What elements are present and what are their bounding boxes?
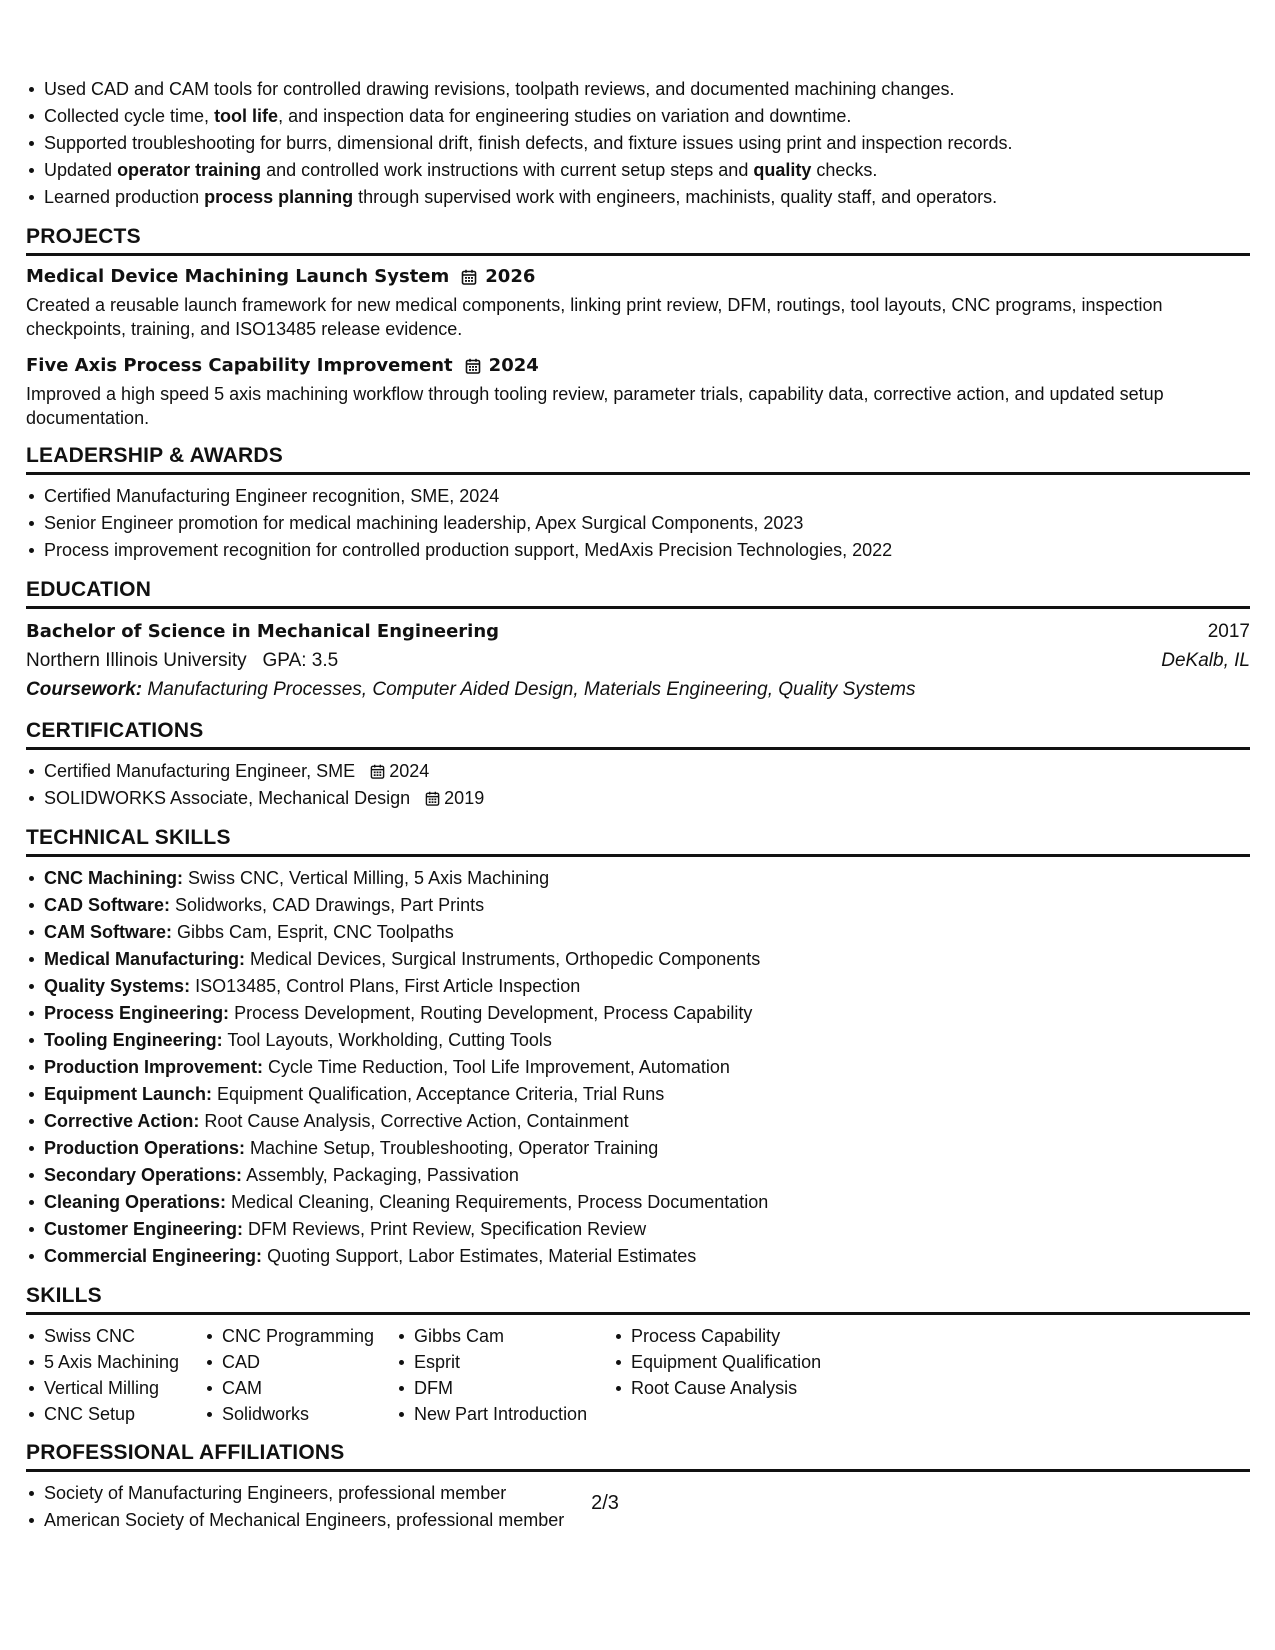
certification-item (26, 758, 1250, 785)
certification-year: 2024 (389, 761, 430, 781)
affiliations-section (26, 1439, 1250, 1534)
project-title: Five Axis Process Capability Improvement (26, 355, 453, 376)
skills-column (204, 1323, 396, 1427)
award-item: Senior Engineer promotion for medical machining leadership, Apex Surgical Components, 2023 (26, 510, 1250, 537)
technical-skill-item: Secondary Operations: Assembly, Packaging, Passivation (26, 1162, 1250, 1189)
technical-skill-item: CNC Machining: Swiss CNC, Vertical Milling, 5 Axis Machining (26, 865, 1250, 892)
coursework (26, 675, 1250, 705)
technical-skill-item: Production Operations: Machine Setup, Troubleshooting, Operator Training (26, 1135, 1250, 1162)
project-item (26, 264, 1250, 341)
certifications-section (26, 717, 1250, 812)
certification-year: 2019 (444, 788, 485, 808)
certification-name: SOLIDWORKS Associate, Mechanical Design (44, 788, 411, 808)
project-description: Improved a high speed 5 axis machining workflow through tooling review, parameter trials, capability data, corrective action, and updated setup documentation. (26, 384, 1164, 428)
skill-item: CNC Setup (26, 1401, 204, 1427)
skill-item: Equipment Qualification (613, 1349, 913, 1375)
skill-item: Swiss CNC (26, 1323, 204, 1349)
certification-name: Certified Manufacturing Engineer, SME (44, 761, 356, 781)
skill-item: CAD (204, 1349, 396, 1375)
skill-item: Esprit (396, 1349, 613, 1375)
technical-skill-item: Corrective Action: Root Cause Analysis, Corrective Action, Containment (26, 1108, 1250, 1135)
skill-item: Gibbs Cam (396, 1323, 613, 1349)
experience-bullet: Used CAD and CAM tools for controlled drawing revisions, toolpath reviews, and documented machining changes. (26, 76, 1250, 103)
skills-section (26, 1282, 1250, 1427)
technical-skill-item: Quality Systems: ISO13485, Control Plans, First Article Inspection (26, 973, 1250, 1000)
leadership-section (26, 442, 1250, 564)
skills-column (613, 1323, 913, 1427)
technical-skill-item: Cleaning Operations: Medical Cleaning, Cleaning Requirements, Process Documentation (26, 1189, 1250, 1216)
school-location: DeKalb, IL (1161, 650, 1250, 671)
skill-item: Vertical Milling (26, 1375, 204, 1401)
experience-bullet: Learned production process planning through supervised work with engineers, machinists, quality staff, and operators. (26, 184, 1250, 211)
experience-bullets (26, 76, 1250, 211)
education-section (26, 576, 1250, 705)
skill-item: CAM (204, 1375, 396, 1401)
technical-skill-item: Equipment Launch: Equipment Qualification, Acceptance Criteria, Trial Runs (26, 1081, 1250, 1108)
skill-item: 5 Axis Machining (26, 1349, 204, 1375)
technical-skill-item: CAD Software: Solidworks, CAD Drawings, Part Prints (26, 892, 1250, 919)
gpa: GPA: 3.5 (262, 650, 339, 671)
technical-skill-item: Medical Manufacturing: Medical Devices, Surgical Instruments, Orthopedic Components (26, 946, 1250, 973)
experience-bullet: Collected cycle time, tool life, and inspection data for engineering studies on variation and downtime. (26, 103, 1250, 130)
technical-skill-item: Process Engineering: Process Development, Routing Development, Process Capability (26, 1000, 1250, 1027)
section-heading: EDUCATION (26, 576, 1250, 609)
project-title: Medical Device Machining Launch System (26, 266, 450, 287)
technical-skill-item: CAM Software: Gibbs Cam, Esprit, CNC Toolpaths (26, 919, 1250, 946)
experience-bullet: Supported troubleshooting for burrs, dimensional drift, finish defects, and fixture issues using print and inspection records. (26, 130, 1250, 157)
skills-column (396, 1323, 613, 1427)
graduation-year: 2017 (1207, 621, 1250, 642)
calendar-icon (461, 269, 477, 285)
section-heading: SKILLS (26, 1282, 1250, 1315)
calendar-icon (465, 358, 481, 374)
technical-skill-item: Production Improvement: Cycle Time Reduction, Tool Life Improvement, Automation (26, 1054, 1250, 1081)
section-heading: TECHNICAL SKILLS (26, 824, 1250, 857)
page-number: 2/3 (591, 1492, 619, 1514)
section-heading: PROJECTS (26, 223, 1250, 256)
skill-item: CNC Programming (204, 1323, 396, 1349)
school-name: Northern Illinois University (26, 650, 247, 671)
calendar-icon (425, 791, 440, 806)
project-description: Created a reusable launch framework for new medical components, linking print review, DFM, routings, tool layouts, CNC programs, inspection checkpoints, training, and ISO13485 release evidence. (26, 295, 1163, 339)
calendar-icon (370, 764, 385, 779)
award-item: Certified Manufacturing Engineer recognition, SME, 2024 (26, 483, 1250, 510)
degree: Bachelor of Science in Mechanical Engineering (26, 621, 500, 642)
technical-skill-item: Commercial Engineering: Quoting Support, Labor Estimates, Material Estimates (26, 1243, 1250, 1270)
section-heading: PROFESSIONAL AFFILIATIONS (26, 1439, 1250, 1472)
award-item: Process improvement recognition for controlled production support, MedAxis Precision Technologies, 2022 (26, 537, 1250, 564)
project-item (26, 353, 1250, 430)
skill-item: Root Cause Analysis (613, 1375, 913, 1401)
affiliation-item: Society of Manufacturing Engineers, professional member (26, 1480, 1250, 1507)
skill-item: New Part Introduction (396, 1401, 613, 1427)
skill-item: Solidworks (204, 1401, 396, 1427)
skills-column (26, 1323, 204, 1427)
projects-section (26, 223, 1250, 430)
certification-item (26, 785, 1250, 812)
section-heading: CERTIFICATIONS (26, 717, 1250, 750)
technical-skills-section (26, 824, 1250, 1270)
technical-skill-item: Customer Engineering: DFM Reviews, Print Review, Specification Review (26, 1216, 1250, 1243)
skill-item: DFM (396, 1375, 613, 1401)
technical-skill-item: Tooling Engineering: Tool Layouts, Workholding, Cutting Tools (26, 1027, 1250, 1054)
project-year: 2024 (488, 355, 539, 376)
resume-page (26, 76, 1250, 1534)
project-year: 2026 (485, 266, 536, 287)
section-heading: LEADERSHIP & AWARDS (26, 442, 1250, 475)
coursework-label: Coursework: (26, 679, 143, 700)
coursework-list: Manufacturing Processes, Computer Aided Design, Materials Engineering, Quality Systems (147, 679, 916, 700)
skill-item: Process Capability (613, 1323, 913, 1349)
affiliation-item: American Society of Mechanical Engineers, professional member (26, 1507, 1250, 1534)
experience-bullet: Updated operator training and controlled work instructions with current setup steps and quality checks. (26, 157, 1250, 184)
